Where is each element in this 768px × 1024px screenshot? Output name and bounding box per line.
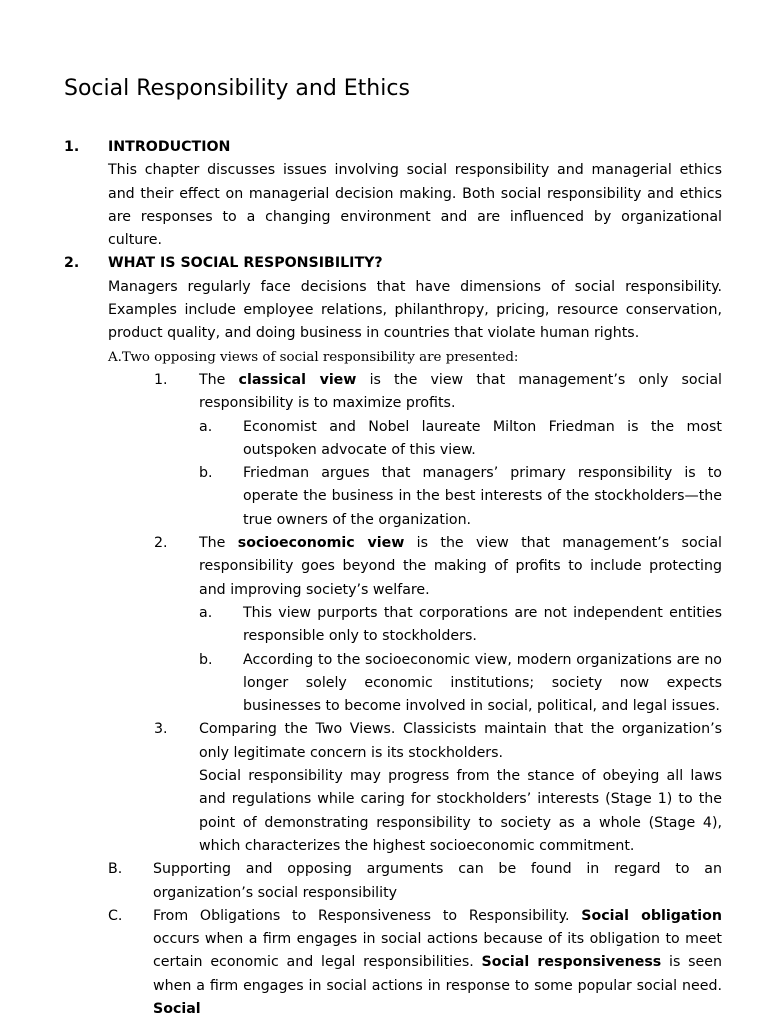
list-continuation-text: Social responsibility may progress from the stance of obeying all laws and regulations while caring for stockholders’ interests (Stage 1) to the point of demonstrating responsibility to society as a whole (Stage 4), which characterizes the highest socioeconomic commitment. xyxy=(199,768,722,854)
list-subitem: a. This view purports that corporations are not independent entities responsible only to stockholders. xyxy=(199,602,722,649)
list-subitem: a. Economist and Nobel laureate Milton Friedman is the most outspoken advocate of this view. xyxy=(199,416,722,463)
list-item-comparing-views xyxy=(154,718,722,765)
subsection-b xyxy=(108,858,722,905)
list-subitem-text: According to the socioeconomic view, modern organizations are no longer solely economic institutions; society now expects businesses to become involved in social, political, and legal issues. xyxy=(243,651,722,715)
list-text: Comparing the Two Views. Classicists maintain that the organization’s only legitimate concern is its stockholders. xyxy=(199,721,722,761)
term-social-responsiveness: Social responsiveness xyxy=(481,954,662,971)
document-body xyxy=(64,136,722,1021)
section-number: 1. xyxy=(64,139,80,155)
section-heading: INTRODUCTION xyxy=(108,139,231,155)
term-socioeconomic-view: socioeconomic view xyxy=(237,535,405,552)
list-subitem-text: Friedman argues that managers’ primary responsibility is to operate the business in the best interests of the stockholders—the true owners of the organization. xyxy=(243,465,722,528)
list-text: The classical view is the view that management’s only social responsibility is to maximize profits. xyxy=(199,371,722,412)
section-number: 2. xyxy=(64,255,80,272)
list-subitem-text: Economist and Nobel laureate Milton Friedman is the most outspoken advocate of this view. xyxy=(243,418,722,458)
list-item-classical-view xyxy=(154,369,722,416)
list-subitem: b. Friedman argues that managers’ primary responsibility is to operate the business in the best interests of the stockholders—the true owners of the organization. xyxy=(199,462,722,532)
term-social: Social xyxy=(153,1000,201,1017)
term-classical-view: classical view xyxy=(238,371,357,388)
subsection-c xyxy=(108,905,722,1021)
list-subitem-text: This view purports that corporations are not independent entities responsible only to stockholders. xyxy=(243,604,722,645)
document-title: Social Responsibility and Ethics xyxy=(64,76,410,101)
section-heading-social-responsibility xyxy=(64,252,722,275)
list-number: 2. xyxy=(154,535,168,552)
term-social-obligation: Social obligation xyxy=(581,907,723,924)
list-number: 1. xyxy=(154,371,168,388)
subsection-text: From Obligations to Responsiveness to Responsibility. Social obligation occurs when a firm engages in social actions because of its obligation to meet certain economic and legal responsibilities. Social responsiveness is seen when a firm engages in social actions in response to some popular social need. Social xyxy=(153,907,723,1017)
section-heading-introduction xyxy=(64,136,722,159)
section-paragraph: This chapter discusses issues involving social responsibility and managerial ethics and their effect on managerial decision making. Both social responsibility and ethics are responses to a changing environment and are influenced by organizational culture. xyxy=(108,162,722,249)
list-text: The socioeconomic view is the view that management’s social responsibility goes beyond the making of profits to include protecting and improving society’s welfare. xyxy=(199,535,723,598)
subsection-text: Supporting and opposing arguments can be found in regard to an organization’s social responsibility xyxy=(153,861,722,901)
section-paragraph: Managers regularly face decisions that have dimensions of social responsibility. Examples include employee relations, philanthropy, pricing, resource conservation, product quality, and doing business in countries that violate human rights. xyxy=(108,278,722,342)
subsection-letter: B. xyxy=(108,861,123,878)
list-item-socioeconomic-view xyxy=(154,532,722,602)
list-number: 3. xyxy=(154,721,168,738)
section-heading: WHAT IS SOCIAL RESPONSIBILITY? xyxy=(108,255,383,272)
list-subitem: b. According to the socioeconomic view, modern organizations are no longer solely economic institutions; society now expects businesses to become involved in social, political, and legal issues. xyxy=(199,649,722,719)
subsection-a-heading: A.Two opposing views of social responsibility are presented: xyxy=(108,349,519,365)
subsection-letter: C. xyxy=(108,907,123,924)
